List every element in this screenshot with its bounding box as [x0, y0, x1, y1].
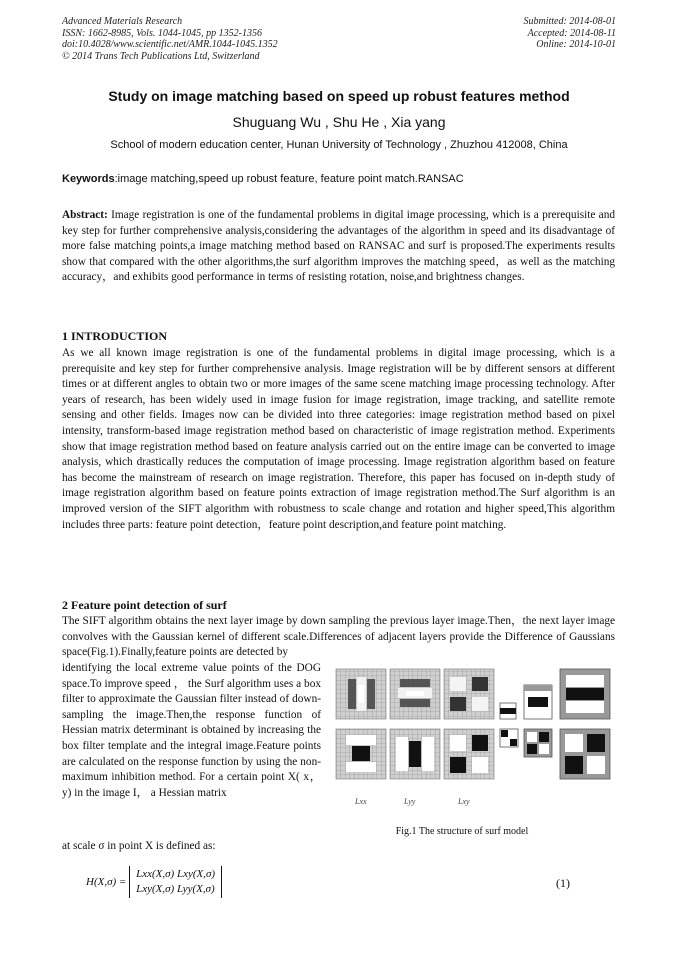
figure-caption: Fig.1 The structure of surf model: [395, 826, 529, 837]
discretised-lxx-tile: [390, 729, 440, 779]
paper-title: Study on image matching based on speed up robust features method: [108, 88, 570, 104]
journal-name: Advanced Materials Research: [62, 16, 183, 27]
figure-label-lxx: Lxx: [355, 797, 367, 806]
equation-lhs: H(X,σ) =: [86, 876, 127, 888]
box-filter-small: [500, 703, 516, 719]
abstract-label: Abstract:: [62, 209, 108, 221]
dates-header: [524, 16, 617, 51]
section-2-body: The SIFT algorithm obtains the next layer image by down sampling the previous layer image.Then，the next layer image convolves with the Gaussian kernel of different scale.Differences of adjacent layers provide the Difference of Gaussians space(Fig.1).Finally,feature points are detected by: [62, 615, 615, 659]
gaussian-lyy-tile: [390, 669, 440, 719]
abstract: [62, 208, 615, 286]
copyright-line: © 2014 Trans Tech Publications Ltd, Switzerland: [62, 50, 260, 62]
affiliation: School of modern education center, Hunan University of Technology , Zhuzhou 412008, China: [110, 139, 568, 151]
keywords-label: Keywords: [62, 173, 115, 185]
doi-line: doi:10.4028/www.scientific.net/AMR.1044-1045.1352: [62, 39, 278, 50]
matrix-row-2: Lxy(X,σ) Lyy(X,σ): [136, 883, 215, 895]
discretised-lyy-tile: [336, 729, 386, 779]
keywords-text: :image matching,speed up robust feature, feature point match.RANSAC: [114, 173, 464, 185]
matrix-row-1: Lxx(X,σ) Lxy(X,σ): [136, 868, 216, 880]
gaussian-lxx-tile: [336, 669, 386, 719]
section-2-heading: 2 Feature point detection of surf: [62, 598, 227, 612]
abstract-text: Image registration is one of the fundamental problems in digital image processing, which is a prerequisite and key step for further comprehensive analysis,considering the advantages of the algorithm in speed and its disadvantage of more false matching points,a image matching method based on RANSAC and surf is proposed.The experiments results show that compared with the other algorithms,the surf algorithm improves the matching speed，as well as the matching accuracy，and exhibits good performance in terms of resisting rotation, noise,and brightness changes.: [62, 209, 615, 284]
discretised-lxy-tile: [444, 729, 494, 779]
section-2-scale-line: at scale σ in point X is defined as:: [62, 840, 216, 852]
box-filter-xy-small: [500, 729, 518, 747]
section-1-heading: 1 INTRODUCTION: [62, 329, 168, 343]
figure-label-lyy: Lyy: [404, 797, 416, 806]
hessian-equation: [86, 866, 222, 898]
equation-number: (1): [556, 876, 570, 890]
accepted-date: Accepted: 2014-08-11: [527, 27, 616, 39]
matrix-bracket: [129, 866, 222, 898]
authors: Shuguang Wu , Shu He , Xia yang: [232, 114, 446, 130]
submitted-date: Submitted: 2014-08-01: [523, 16, 616, 27]
keywords: [62, 173, 617, 185]
box-filter-medium: [524, 685, 552, 719]
figure-label-lxy: Lxy: [458, 797, 470, 806]
section-1-body: As we all known image registration is one of the fundamental problems in digital image processing, which is a prerequisite and key step for further comprehensive analysis. Image registration will be by different sensors at different times or at different angles to obtain two or more images of the same scene matching image processing technology. After years of research, has been widely used in image fusion for image registration, image tracking, and satellite remote sensing and other fields. Images now can be divided into three categories: image registration method based on pixel intensity, transform-based image registration method based on characteristic of image registration method. Experiments show that image registration method based on feature analysis carried out on the entire image can be converted to image analysis, which drastically reduces the computation of image processing. Image registration algorithm based on feature has become the mainstream of research on image registration. Therefore, this paper has focused on in-depth study of image registration algorithm based on feature points extraction of image registration method.The Surf algorithm is an improved version of the SIFT algorithm with robustness to scale change and rotation and higher speed,This algorithm includes three parts: feature point detection，feature point description,and feature point matching.: [62, 347, 615, 531]
section-2-body-cont: identifying the local extreme value points of the DOG space.To improve speed ， the Surf algorithm uses a box filter to approximate the Gaussian filter instead of down-sampling the image.Then,the response function of Hessian matrix determinant is obtained by increasing the box filter template and the integral image.Feature points are calculated on the response function by using the non-maximum inhibition method. For a certain point X( x， y) in the image I， a Hessian matrix: [62, 662, 321, 799]
box-filter-large: [560, 669, 610, 719]
gaussian-lxy-tile: [444, 669, 494, 719]
box-filter-xy-large: [560, 729, 610, 779]
journal-header: [62, 16, 278, 62]
issn-line: ISSN: 1662-8985, Vols. 1044-1045, pp 1352-1356: [62, 27, 262, 39]
online-date: Online: 2014-10-01: [536, 39, 616, 50]
box-filter-xy-medium: [524, 729, 552, 757]
